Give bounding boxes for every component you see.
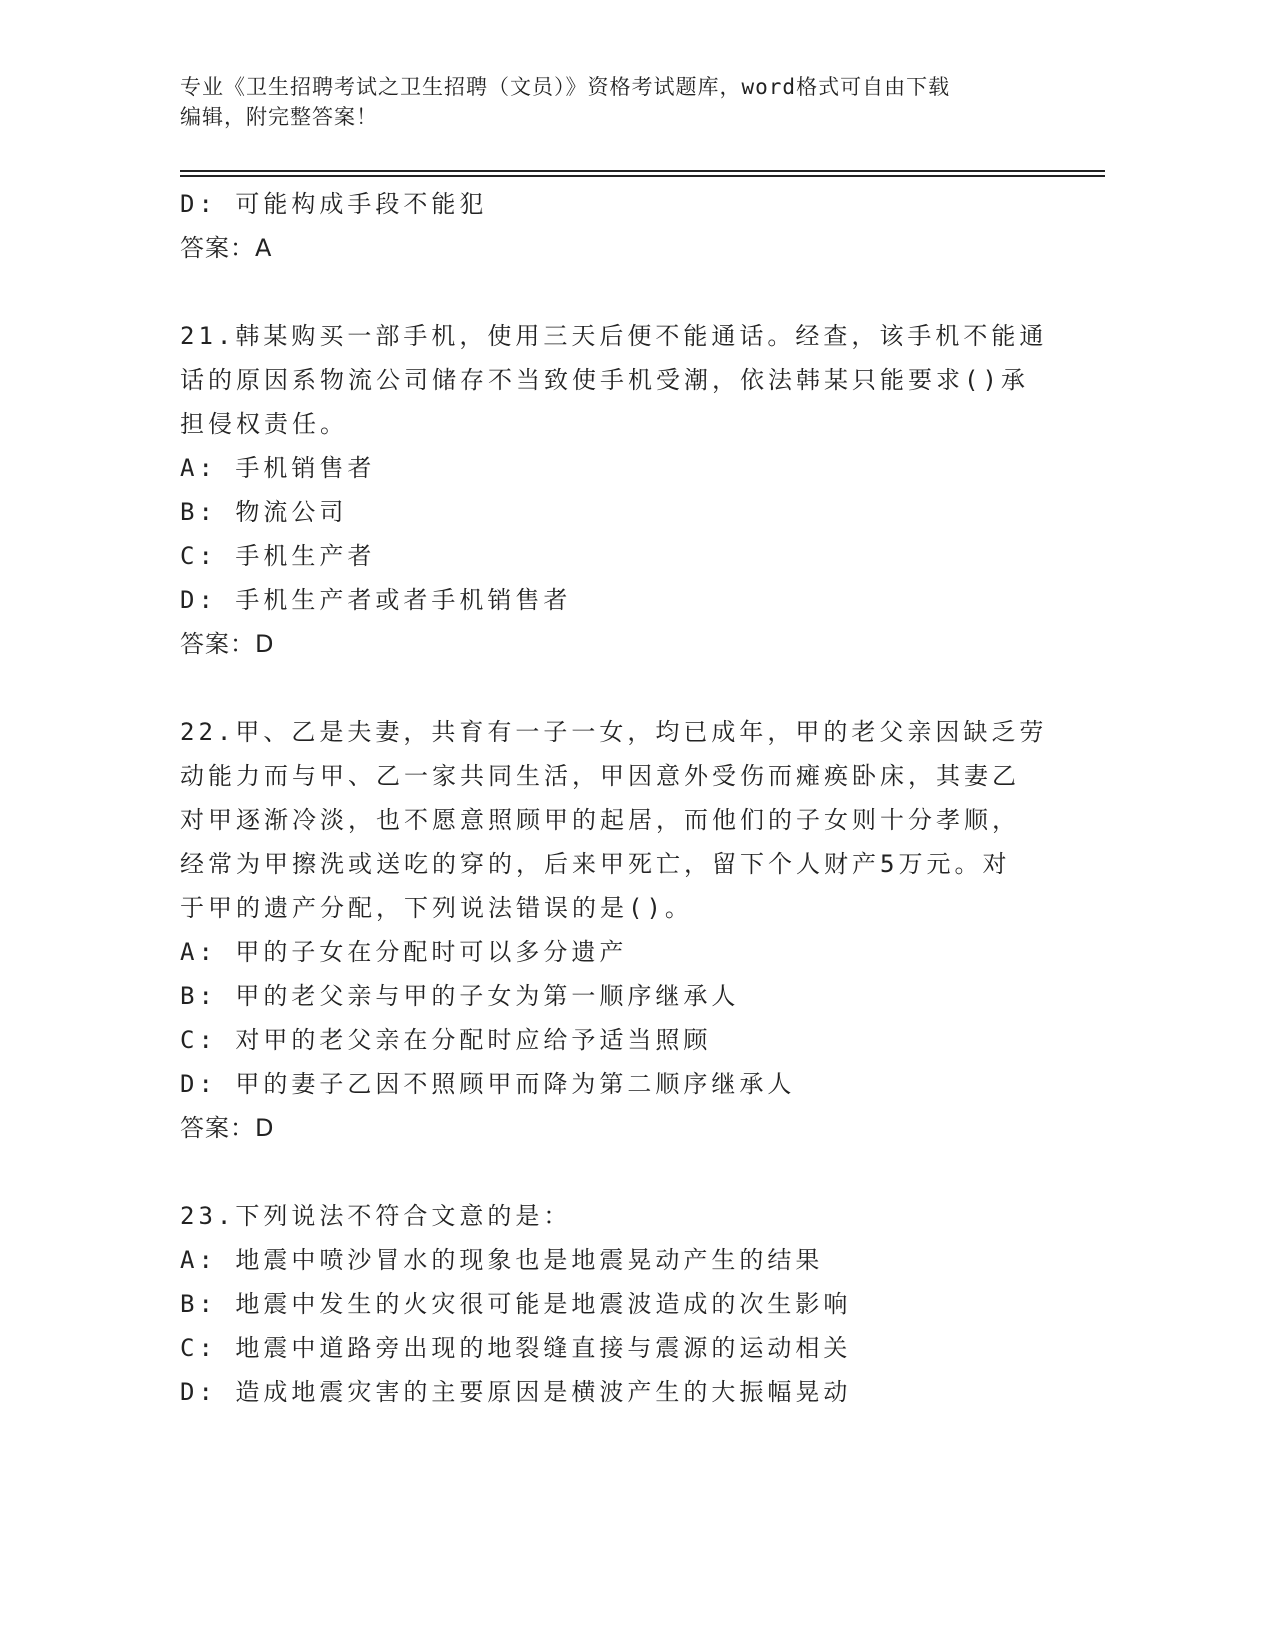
option-a: A: 地震中喷沙冒水的现象也是地震晃动产生的结果 bbox=[180, 1246, 824, 1274]
option-b: B: 甲的老父亲与甲的子女为第一顺序继承人 bbox=[180, 982, 740, 1010]
question-list bbox=[180, 182, 1048, 1414]
question-text-line: 对甲逐渐冷淡，也不愿意照顾甲的起居，而他们的子女则十分孝顺， bbox=[180, 806, 1020, 834]
answer: 答案：A bbox=[180, 234, 273, 262]
question-text-line: 22.甲、乙是夫妻，共育有一子一女，均已成年，甲的老父亲因缺乏劳 bbox=[180, 718, 1048, 746]
option-d: D: 造成地震灾害的主要原因是横波产生的大振幅晃动 bbox=[180, 1378, 852, 1406]
option-b: B: 物流公司 bbox=[180, 498, 348, 526]
option-d: D: 甲的妻子乙因不照顾甲而降为第二顺序继承人 bbox=[180, 1070, 796, 1098]
question-text-line: 经常为甲擦洗或送吃的穿的，后来甲死亡，留下个人财产5万元。对 bbox=[180, 850, 1011, 878]
option-a: A: 手机销售者 bbox=[180, 454, 376, 482]
option-b: B: 地震中发生的火灾很可能是地震波造成的次生影响 bbox=[180, 1290, 852, 1318]
answer: 答案：D bbox=[180, 630, 275, 658]
question-21 bbox=[180, 314, 1048, 666]
option-d: D: 手机生产者或者手机销售者 bbox=[180, 586, 572, 614]
option-c: C: 手机生产者 bbox=[180, 542, 376, 570]
question-text-line: 话的原因系物流公司储存不当致使手机受潮，依法韩某只能要求()承 bbox=[180, 366, 1029, 394]
option-c: C: 地震中道路旁出现的地裂缝直接与震源的运动相关 bbox=[180, 1334, 852, 1362]
option-d: D: 可能构成手段不能犯 bbox=[180, 190, 488, 218]
header-rule-top bbox=[180, 170, 1105, 172]
question-23 bbox=[180, 1194, 1040, 1414]
header-line-2: 编辑，附完整答案！ bbox=[180, 105, 378, 129]
question-text-line: 动能力而与甲、乙一家共同生活，甲因意外受伤而瘫痪卧床，其妻乙 bbox=[180, 762, 1020, 790]
question-text-line: 担侵权责任。 bbox=[180, 410, 348, 438]
spacer bbox=[180, 1150, 1040, 1194]
header-line-1: 专业《卫生招聘考试之卫生招聘（文员）》资格考试题库，word格式可自由下载 bbox=[180, 75, 951, 99]
option-a: A: 甲的子女在分配时可以多分遗产 bbox=[180, 938, 628, 966]
spacer bbox=[180, 270, 1040, 314]
header-rule-bottom bbox=[180, 175, 1105, 177]
question-22 bbox=[180, 710, 1048, 1150]
question-text-line: 于甲的遗产分配，下列说法错误的是()。 bbox=[180, 894, 693, 922]
option-c: C: 对甲的老父亲在分配时应给予适当照顾 bbox=[180, 1026, 712, 1054]
previous-question-tail bbox=[180, 182, 1040, 270]
answer: 答案：D bbox=[180, 1114, 275, 1142]
document-header bbox=[180, 72, 1060, 132]
spacer bbox=[180, 666, 1040, 710]
question-text-line: 21.韩某购买一部手机，使用三天后便不能通话。经查，该手机不能通 bbox=[180, 322, 1048, 350]
question-text-line: 23.下列说法不符合文意的是： bbox=[180, 1202, 572, 1230]
